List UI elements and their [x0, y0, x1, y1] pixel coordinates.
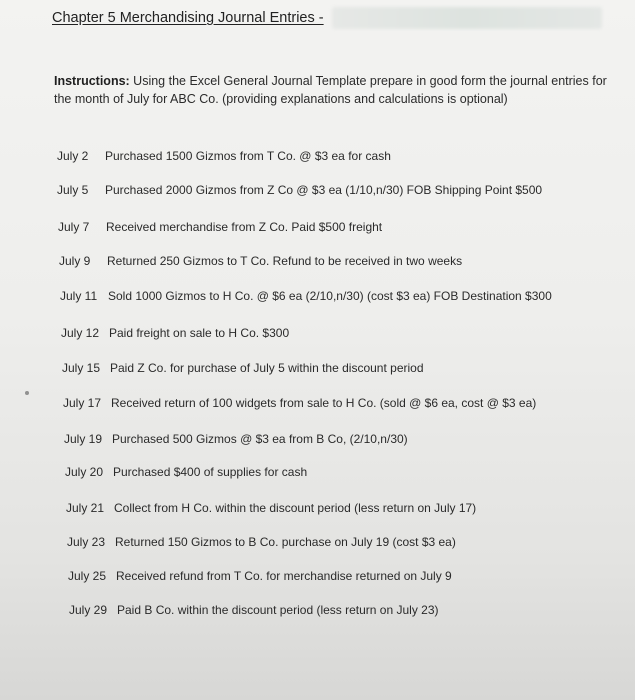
entry-description: Received return of 100 widgets from sale to H Co. (sold @ $6 ea, cost @ $3 ea): [111, 396, 537, 410]
list-item: [59, 254, 462, 268]
list-item: [63, 396, 536, 410]
entry-description: Paid B Co. within the discount period (less return on July 23): [117, 603, 439, 617]
list-item: [61, 326, 289, 340]
entry-date: July 15: [62, 361, 101, 375]
list-item: [66, 501, 476, 515]
list-item: [62, 361, 424, 375]
entry-date: July 17: [63, 396, 102, 410]
list-item: [58, 220, 382, 234]
instructions-text: Using the Excel General Journal Template prepare in good form the journal entries for the month of July for ABC Co. (providing explanations and calculations is optional): [54, 74, 607, 106]
entry-date: July 25: [68, 569, 107, 583]
list-item: [57, 183, 542, 197]
list-item: [64, 432, 408, 446]
entry-date: July 19: [64, 432, 103, 446]
entry-description: Returned 150 Gizmos to B Co. purchase on July 19 (cost $3 ea): [115, 535, 456, 549]
entry-description: Paid freight on sale to H Co. $300: [109, 326, 290, 340]
list-item: [69, 603, 439, 617]
entry-date: July 20: [65, 465, 104, 479]
instructions-label: Instructions:: [54, 74, 130, 88]
entry-description: Purchased 2000 Gizmos from Z Co @ $3 ea (1/10,n/30) FOB Shipping Point $500: [105, 183, 543, 197]
list-item: [60, 289, 552, 303]
list-item: [57, 149, 391, 163]
entry-date: July 29: [69, 603, 108, 617]
entry-description: Received merchandise from Z Co. Paid $500 freight: [106, 220, 383, 234]
entry-description: Purchased 1500 Gizmos from T Co. @ $3 ea for cash: [105, 149, 391, 163]
entry-date: July 21: [66, 501, 105, 515]
entry-description: Paid Z Co. for purchase of July 5 within the discount period: [110, 361, 424, 375]
entry-description: Purchased $400 of supplies for cash: [113, 465, 308, 479]
entry-description: Collect from H Co. within the discount period (less return on July 17): [114, 501, 477, 515]
page-title: Chapter 5 Merchandising Journal Entries -: [52, 10, 324, 26]
entry-date: July 23: [67, 535, 106, 549]
entry-description: Purchased 500 Gizmos @ $3 ea from B Co, (2/10,n/30): [112, 432, 408, 446]
entry-date: July 11: [60, 289, 98, 303]
entry-description: Received refund from T Co. for merchandise returned on July 9: [116, 569, 452, 583]
entry-date: July 7: [58, 220, 90, 234]
list-item: [65, 465, 307, 479]
entry-description: Returned 250 Gizmos to T Co. Refund to be received in two weeks: [107, 254, 463, 268]
list-item: [68, 569, 452, 583]
entry-date: July 2: [57, 149, 89, 163]
entry-date: July 5: [57, 183, 89, 197]
entry-description: Sold 1000 Gizmos to H Co. @ $6 ea (2/10,n/30) (cost $3 ea) FOB Destination $300: [108, 289, 552, 303]
stray-dot: [25, 391, 29, 395]
entry-date: July 12: [61, 326, 100, 340]
list-item: [67, 535, 456, 549]
entry-date: July 9: [59, 254, 91, 268]
